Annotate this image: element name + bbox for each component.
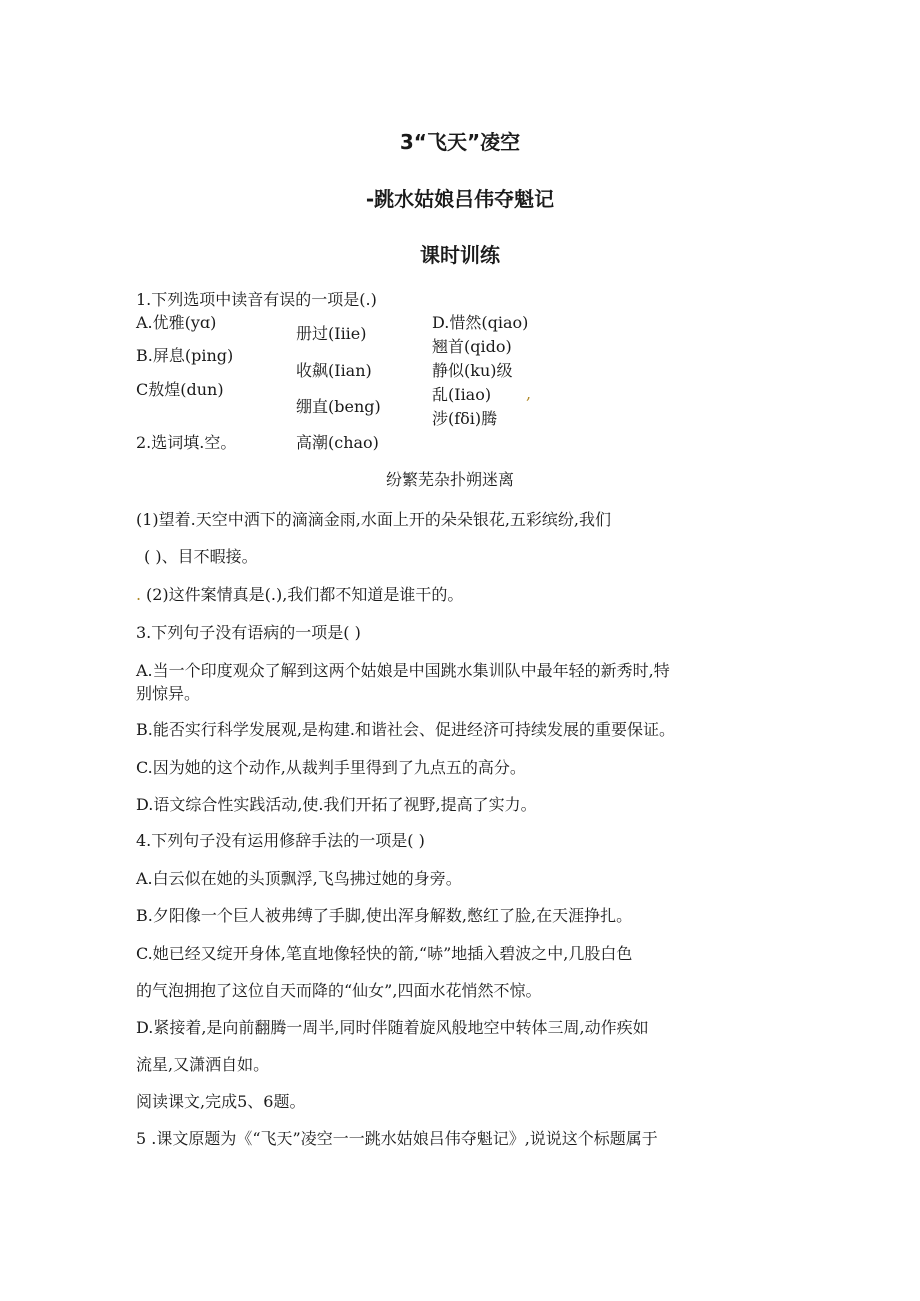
q1-option-c: C敖煌(dun) — [136, 380, 224, 399]
q1-stem: 1.下列选项中读音有误的一项是(.) — [136, 290, 377, 309]
q1-col2-item: 高潮(chao) — [296, 433, 379, 452]
q3-option-c: C.因为她的这个动作,从裁判手里得到了九点五的高分。 — [136, 758, 526, 777]
q1-option-a: A.优雅(yɑ) — [136, 313, 217, 332]
q2-word-bank: 纷繁芜杂扑朔迷离 — [386, 470, 515, 489]
q4-stem: 4.下列句子没有运用修辞手法的一项是( ) — [136, 831, 425, 850]
q4-option-d: D.紧接着,是向前翻腾一周半,同时伴随着旋风般地空中转体三周,动作疾如 — [136, 1018, 649, 1037]
q5-stem: 5 .课文原题为《“飞天”凌空一一跳水姑娘吕伟夺魁记》,说说这个标题属于 — [136, 1129, 658, 1148]
section-title: 课时训练 — [420, 243, 500, 267]
q2-stray-dot: . — [136, 585, 142, 604]
q3-option-d: D.语文综合性实践活动,使.我们开拓了视野,提高了实力。 — [136, 795, 537, 814]
q2-sentence-2: (2)这件案情真是(.),我们都不知道是谁干的。 — [146, 585, 464, 604]
page-subtitle: -跳水姑娘吕伟夺魁记 — [365, 187, 555, 211]
q1-col3-item: 涉(fδi)腾 — [432, 409, 498, 428]
q1-option-b: B.屏息(ping) — [136, 346, 234, 365]
reading-intro: 阅读课文,完成5、6题。 — [136, 1092, 306, 1111]
q2-sentence-1-cont: ( )、目不暇接。 — [144, 547, 258, 566]
q4-option-c: C.她已经又绽开身体,笔直地像轻快的箭,“哧”地插入碧波之中,几股白色 — [136, 944, 633, 963]
q4-option-b: B.夕阳像一个巨人被弗缚了手脚,使出浑身解数,憋红了脸,在天涯挣扎。 — [136, 906, 633, 925]
q3-option-a-cont: 别惊异。 — [136, 684, 201, 703]
q1-col3-item: 翘首(qido) — [432, 337, 512, 356]
q3-stem: 3.下列句子没有语病的一项是( ) — [136, 623, 361, 642]
q4-option-d-cont: 流星,又潇洒自如。 — [136, 1055, 270, 1074]
q2-stem: 2.选词填.空。 — [136, 433, 237, 452]
q1-col2-item: 收飙(Iian) — [296, 361, 372, 380]
q1-col3-item: 静似(ku)级 — [432, 361, 513, 380]
q1-col2-item: 册过(Iiie) — [296, 324, 367, 343]
q4-option-c-cont: 的气泡拥抱了这位自天而降的“仙女”,四面水花悄然不惊。 — [136, 981, 542, 1000]
q1-col2-item: 绷直(beng) — [296, 397, 381, 416]
q1-col3-item: 乱(Iiao) — [432, 385, 492, 404]
q3-option-a: A.当一个印度观众了解到这两个姑娘是中国跳水集训队中最年轻的新秀时,特 — [136, 661, 670, 680]
page-title: 3“飞天”凌空 — [399, 130, 521, 154]
q2-sentence-1: (1)望着.天空中洒下的滴滴金雨,水面上开的朵朵银花,五彩缤纷,我们 — [136, 510, 612, 529]
q4-option-a: A.白云似在她的头顶飘浮,飞鸟拂过她的身旁。 — [136, 869, 462, 888]
q1-option-d: D.惜然(qiao) — [432, 313, 529, 332]
q3-option-b: B.能否实行科学发展观,是构建.和谐社会、促进经济可持续发展的重要保证。 — [136, 720, 676, 739]
q1-stray-comma: , — [526, 384, 532, 403]
